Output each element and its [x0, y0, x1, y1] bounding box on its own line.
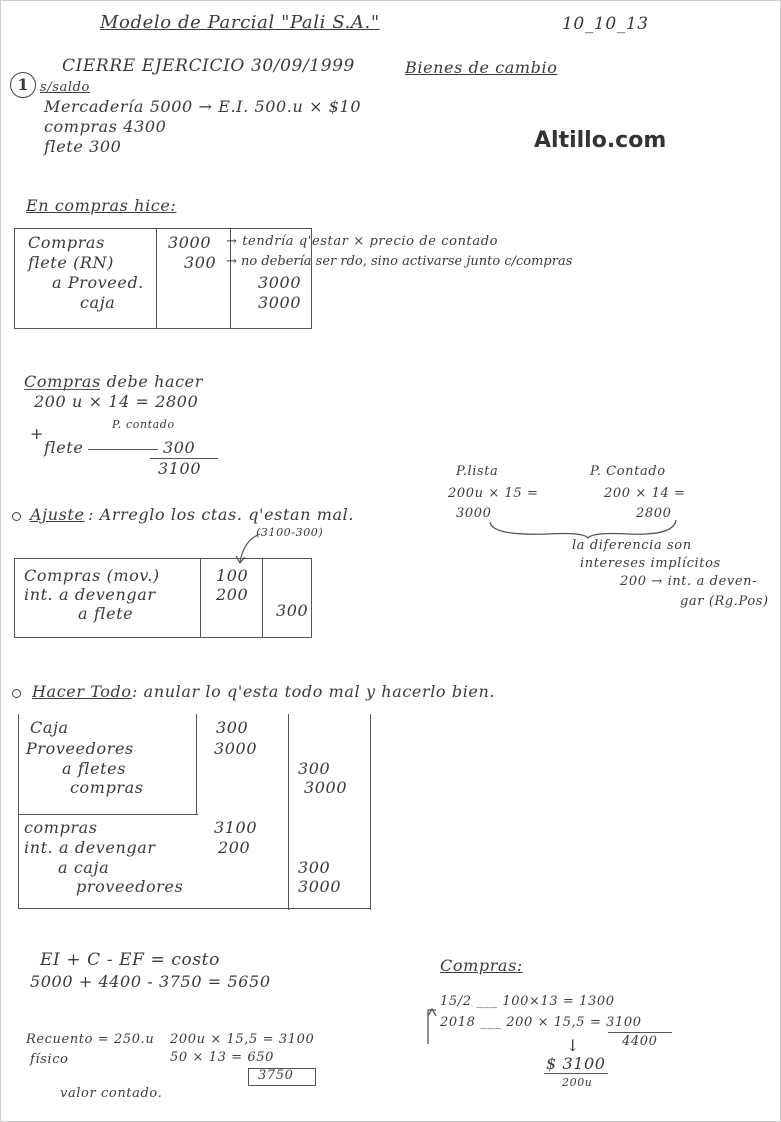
recount-label: físico	[30, 1052, 69, 1067]
fraction-line	[544, 1073, 608, 1074]
table-column-line	[196, 714, 197, 814]
journal-debit: 300	[216, 718, 249, 737]
difference-note: 200 → int. a deven-	[620, 574, 758, 589]
hacer-todo-heading: Hacer Todo	[32, 682, 132, 701]
difference-note: intereses implícitos	[580, 556, 721, 571]
difference-note: gar (Rg.Pos)	[680, 594, 769, 609]
journal-account: a flete	[78, 604, 134, 623]
journal-debit: 3000	[214, 739, 258, 758]
journal-debit: 200	[216, 585, 249, 604]
recount-footer: valor contado.	[60, 1086, 163, 1101]
journal-credit: 300	[298, 858, 331, 877]
recount-line: 200u × 15,5 = 3100	[170, 1032, 315, 1047]
journal-credit: 3000	[304, 778, 348, 797]
difference-note: la diferencia son	[572, 538, 692, 553]
exercise-line: compras 4300	[44, 117, 167, 136]
pcontado-value: 2800	[636, 506, 672, 521]
down-arrow-icon: ↓	[566, 1036, 581, 1055]
journal-credit: 300	[276, 601, 309, 620]
journal-account: int. a devengar	[24, 838, 156, 857]
journal-credit: 3000	[298, 877, 342, 896]
ajuste-annotation: (3100-300)	[256, 526, 324, 539]
plista-value: 3000	[456, 506, 492, 521]
compras-detail-result: $ 3100	[546, 1054, 606, 1073]
exercise-number: 1	[10, 72, 36, 98]
closing-date: CIERRE EJERCICIO 30/09/1999	[62, 56, 355, 76]
compras-detail-line: 2018 ___ 200 × 15,5 = 3100	[440, 1015, 642, 1030]
journal-account: int. a devengar	[24, 585, 156, 604]
compras-detail-line: 15/2 ___ 100×13 = 1300	[440, 994, 615, 1009]
plista-calc: 200u × 15 =	[448, 486, 539, 501]
journal-account: Caja	[30, 718, 69, 737]
compras-debe-heading: Compras debe hacer	[24, 372, 204, 391]
journal-credit: 3000	[258, 293, 302, 312]
ajuste-text: : Arreglo los ctas. q'estan mal.	[88, 505, 355, 524]
compras-detail-units: 200u	[562, 1076, 593, 1089]
compras-total: 3100	[158, 459, 202, 478]
compras-debe-calc: 200 u × 14 = 2800	[34, 392, 199, 411]
journal-credit: 3000	[258, 273, 302, 292]
journal-account: Compras	[28, 233, 105, 252]
journal-account: caja	[80, 293, 116, 312]
table-column-line	[200, 558, 201, 638]
flete-value: 300	[163, 438, 196, 457]
table-line	[14, 228, 312, 229]
compras-hice-heading: En compras hice:	[26, 196, 177, 215]
journal-debit: 200	[218, 838, 251, 857]
compras-detail-heading: Compras:	[440, 956, 523, 975]
journal-account: proveedores	[76, 877, 184, 896]
table-column-line	[370, 714, 371, 910]
heading-underline	[24, 389, 100, 390]
hacer-todo-text: : anular lo q'esta todo mal y hacerlo bien.	[132, 682, 496, 701]
pcontado-calc: 200 × 14 =	[604, 486, 686, 501]
difference-brace	[488, 514, 678, 540]
plus-sign: +	[30, 424, 45, 443]
journal-note: → tendría q'estar × precio de contado	[226, 234, 499, 249]
journal-account: Compras (mov.)	[24, 566, 160, 585]
journal-account: compras	[24, 818, 98, 837]
table-column-line	[156, 228, 157, 328]
document-date: 10_10_13	[562, 14, 649, 34]
topic-title: Bienes de cambio	[405, 58, 558, 77]
ajuste-heading: Ajuste	[30, 505, 85, 524]
journal-account: Proveedores	[26, 739, 134, 758]
exercise-line: Mercadería 5000 → E.I. 500.u × $10	[44, 97, 362, 116]
table-column-line	[288, 714, 289, 910]
plista-label: P.lista	[456, 464, 499, 479]
site-logo: Altillo.com	[534, 128, 667, 153]
journal-debit: 100	[216, 566, 249, 585]
pcontado-header: P. Contado	[590, 464, 666, 479]
bullet-icon	[12, 689, 21, 698]
journal-debit: 3000	[168, 233, 212, 252]
flete-arrow	[88, 449, 158, 450]
recount-total: 3750	[258, 1068, 294, 1083]
exercise-subtitle: s/saldo	[40, 80, 90, 95]
compras-detail-total: 4400	[622, 1034, 658, 1049]
journal-credit: 300	[298, 759, 331, 778]
journal-account: a fletes	[62, 759, 127, 778]
journal-account: a Proveed.	[52, 273, 144, 292]
bracket-arrow	[420, 1008, 440, 1046]
cost-formula: EI + C - EF = costo	[40, 950, 220, 970]
table-line	[18, 814, 198, 815]
cost-calc: 5000 + 4400 - 3750 = 5650	[30, 972, 271, 991]
journal-account: a caja	[58, 858, 110, 877]
recount-line: 50 × 13 = 650	[170, 1050, 275, 1065]
recount-label: Recuento = 250.u	[26, 1032, 155, 1047]
journal-note: → no debería ser rdo, sino activarse junto c/compras	[226, 254, 573, 269]
bullet-icon	[12, 512, 21, 521]
sum-line	[608, 1032, 672, 1033]
journal-debit: 300	[184, 253, 217, 272]
pcontado-label: P. contado	[112, 418, 175, 431]
journal-debit: 3100	[214, 818, 258, 837]
journal-account: flete (RN)	[28, 253, 115, 272]
exercise-line: flete 300	[44, 137, 122, 156]
flete-label: flete	[44, 438, 84, 457]
table-column-line	[262, 558, 263, 638]
document-title: Modelo de Parcial "Pali S.A."	[100, 12, 380, 33]
journal-account: compras	[70, 778, 144, 797]
